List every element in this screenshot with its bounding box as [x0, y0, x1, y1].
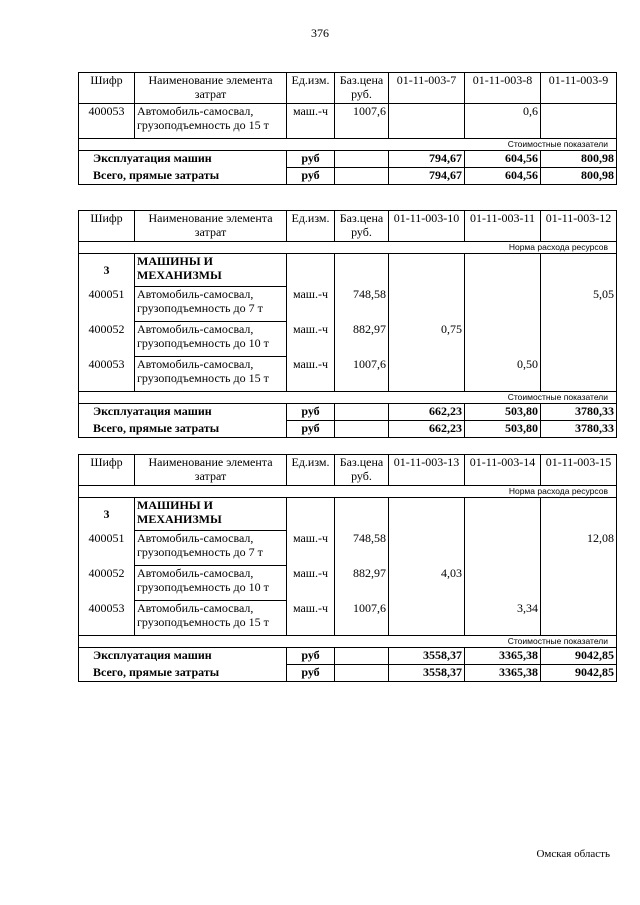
total-value-1: 3558,37	[389, 648, 465, 665]
header-col-3: 01-11-003-12	[541, 211, 617, 242]
cost-subheader: Стоимостные показатели	[79, 139, 617, 151]
total-value-3: 800,98	[541, 151, 617, 168]
total-unit: руб	[287, 665, 335, 682]
total-unit: руб	[287, 168, 335, 185]
row-name: Автомобиль-самосвал, грузоподъемность до 15 т	[135, 601, 287, 636]
header-name: Наименование элемента затрат	[135, 455, 287, 486]
norm-subheader-row	[79, 486, 617, 498]
header-code: Шифр	[79, 211, 135, 242]
row-unit: маш.-ч	[287, 566, 335, 601]
total-unit: руб	[287, 648, 335, 665]
row-price: 1007,6	[335, 357, 389, 392]
total-empty	[335, 151, 389, 168]
header-code: Шифр	[79, 455, 135, 486]
total-label: Эксплуатация машин	[79, 151, 287, 168]
row-price: 1007,6	[335, 104, 389, 139]
total-value-1: 794,67	[389, 168, 465, 185]
header-base-price: Баз.цена руб.	[335, 455, 389, 486]
total-label: Всего, прямые затраты	[79, 168, 287, 185]
row-code: 400053	[79, 357, 135, 392]
total-value-2: 604,56	[465, 168, 541, 185]
row-value-3	[541, 566, 617, 601]
row-value-1	[389, 287, 465, 322]
row-code: 400052	[79, 566, 135, 601]
row-value-2: 3,34	[465, 601, 541, 636]
row-unit: маш.-ч	[287, 531, 335, 566]
row-value-2: 0,6	[465, 104, 541, 139]
header-base-price: Баз.цена руб.	[335, 211, 389, 242]
row-value-2	[465, 322, 541, 357]
row-price: 748,58	[335, 287, 389, 322]
row-unit: маш.-ч	[287, 287, 335, 322]
row-price: 882,97	[335, 566, 389, 601]
row-code: 400053	[79, 601, 135, 636]
cost-subheader-row	[79, 636, 617, 648]
page-number: 376	[311, 26, 329, 40]
row-value-1: 0,75	[389, 322, 465, 357]
total-row	[79, 151, 617, 168]
row-unit: маш.-ч	[287, 322, 335, 357]
row-name: Автомобиль-самосвал, грузоподъемность до 15 т	[135, 104, 287, 139]
cost-subheader: Стоимостные показатели	[79, 636, 617, 648]
row-code: 400053	[79, 104, 135, 139]
row-value-3	[541, 322, 617, 357]
header-col-2: 01-11-003-11	[465, 211, 541, 242]
table-row	[79, 601, 617, 636]
total-value-1: 3558,37	[389, 665, 465, 682]
total-value-1: 794,67	[389, 151, 465, 168]
row-price: 748,58	[335, 531, 389, 566]
header-col-1: 01-11-003-13	[389, 455, 465, 486]
row-value-1	[389, 357, 465, 392]
row-value-3	[541, 357, 617, 392]
footer-region: Омская область	[536, 848, 610, 860]
total-value-3: 9042,85	[541, 665, 617, 682]
header-code: Шифр	[79, 73, 135, 104]
total-value-1: 662,23	[389, 404, 465, 421]
estimate-table-1	[78, 72, 617, 185]
total-unit: руб	[287, 151, 335, 168]
row-value-3	[541, 104, 617, 139]
section-row	[79, 498, 617, 531]
section-number: 3	[79, 254, 135, 287]
row-name: Автомобиль-самосвал, грузоподъемность до 7 т	[135, 531, 287, 566]
total-empty	[335, 421, 389, 438]
header-col-1: 01-11-003-7	[389, 73, 465, 104]
total-label: Эксплуатация машин	[79, 404, 287, 421]
estimate-table-2	[78, 210, 617, 438]
total-label: Всего, прямые затраты	[79, 665, 287, 682]
section-number: 3	[79, 498, 135, 531]
total-value-3: 3780,33	[541, 421, 617, 438]
table-row	[79, 566, 617, 601]
row-code: 400051	[79, 531, 135, 566]
row-value-3: 5,05	[541, 287, 617, 322]
header-col-2: 01-11-003-14	[465, 455, 541, 486]
row-value-2: 0,50	[465, 357, 541, 392]
estimate-table-3	[78, 454, 617, 682]
table-row	[79, 531, 617, 566]
table-row	[79, 322, 617, 357]
total-value-3: 9042,85	[541, 648, 617, 665]
total-value-2: 503,80	[465, 404, 541, 421]
table-header-row	[79, 73, 617, 104]
norm-subheader: Норма расхода ресурсов	[79, 242, 617, 254]
total-value-2: 503,80	[465, 421, 541, 438]
total-empty	[335, 648, 389, 665]
total-empty	[335, 404, 389, 421]
norm-subheader: Норма расхода ресурсов	[79, 486, 617, 498]
total-value-3: 3780,33	[541, 404, 617, 421]
row-price: 882,97	[335, 322, 389, 357]
row-name: Автомобиль-самосвал, грузоподъемность до 10 т	[135, 322, 287, 357]
row-code: 400052	[79, 322, 135, 357]
cost-subheader-row	[79, 392, 617, 404]
header-unit: Ед.изм.	[287, 211, 335, 242]
total-row	[79, 648, 617, 665]
row-value-3	[541, 601, 617, 636]
section-title: МАШИНЫ И МЕХАНИЗМЫ	[135, 254, 287, 287]
row-price: 1007,6	[335, 601, 389, 636]
table-header-row	[79, 211, 617, 242]
header-name: Наименование элемента затрат	[135, 73, 287, 104]
row-code: 400051	[79, 287, 135, 322]
total-empty	[335, 665, 389, 682]
row-value-1	[389, 601, 465, 636]
total-value-3: 800,98	[541, 168, 617, 185]
header-base-price: Баз.цена руб.	[335, 73, 389, 104]
total-label: Всего, прямые затраты	[79, 421, 287, 438]
row-value-2	[465, 566, 541, 601]
header-col-3: 01-11-003-15	[541, 455, 617, 486]
cost-subheader: Стоимостные показатели	[79, 392, 617, 404]
row-value-3: 12,08	[541, 531, 617, 566]
total-unit: руб	[287, 404, 335, 421]
section-title: МАШИНЫ И МЕХАНИЗМЫ	[135, 498, 287, 531]
total-value-2: 3365,38	[465, 648, 541, 665]
total-value-1: 662,23	[389, 421, 465, 438]
cost-subheader-row	[79, 139, 617, 151]
total-row	[79, 665, 617, 682]
total-value-2: 3365,38	[465, 665, 541, 682]
total-value-2: 604,56	[465, 151, 541, 168]
section-row	[79, 254, 617, 287]
row-value-1	[389, 531, 465, 566]
row-unit: маш.-ч	[287, 104, 335, 139]
total-label: Эксплуатация машин	[79, 648, 287, 665]
norm-subheader-row	[79, 242, 617, 254]
row-value-2	[465, 531, 541, 566]
total-row	[79, 421, 617, 438]
row-name: Автомобиль-самосвал, грузоподъемность до 7 т	[135, 287, 287, 322]
header-name: Наименование элемента затрат	[135, 211, 287, 242]
row-value-2	[465, 287, 541, 322]
header-col-2: 01-11-003-8	[465, 73, 541, 104]
total-empty	[335, 168, 389, 185]
row-name: Автомобиль-самосвал, грузоподъемность до 15 т	[135, 357, 287, 392]
total-row	[79, 168, 617, 185]
row-value-1: 4,03	[389, 566, 465, 601]
table-row	[79, 287, 617, 322]
row-name: Автомобиль-самосвал, грузоподъемность до 10 т	[135, 566, 287, 601]
header-col-1: 01-11-003-10	[389, 211, 465, 242]
header-col-3: 01-11-003-9	[541, 73, 617, 104]
total-unit: руб	[287, 421, 335, 438]
table-row	[79, 104, 617, 139]
total-row	[79, 404, 617, 421]
header-unit: Ед.изм.	[287, 455, 335, 486]
row-value-1	[389, 104, 465, 139]
table-row	[79, 357, 617, 392]
table-header-row	[79, 455, 617, 486]
row-unit: маш.-ч	[287, 601, 335, 636]
row-unit: маш.-ч	[287, 357, 335, 392]
header-unit: Ед.изм.	[287, 73, 335, 104]
